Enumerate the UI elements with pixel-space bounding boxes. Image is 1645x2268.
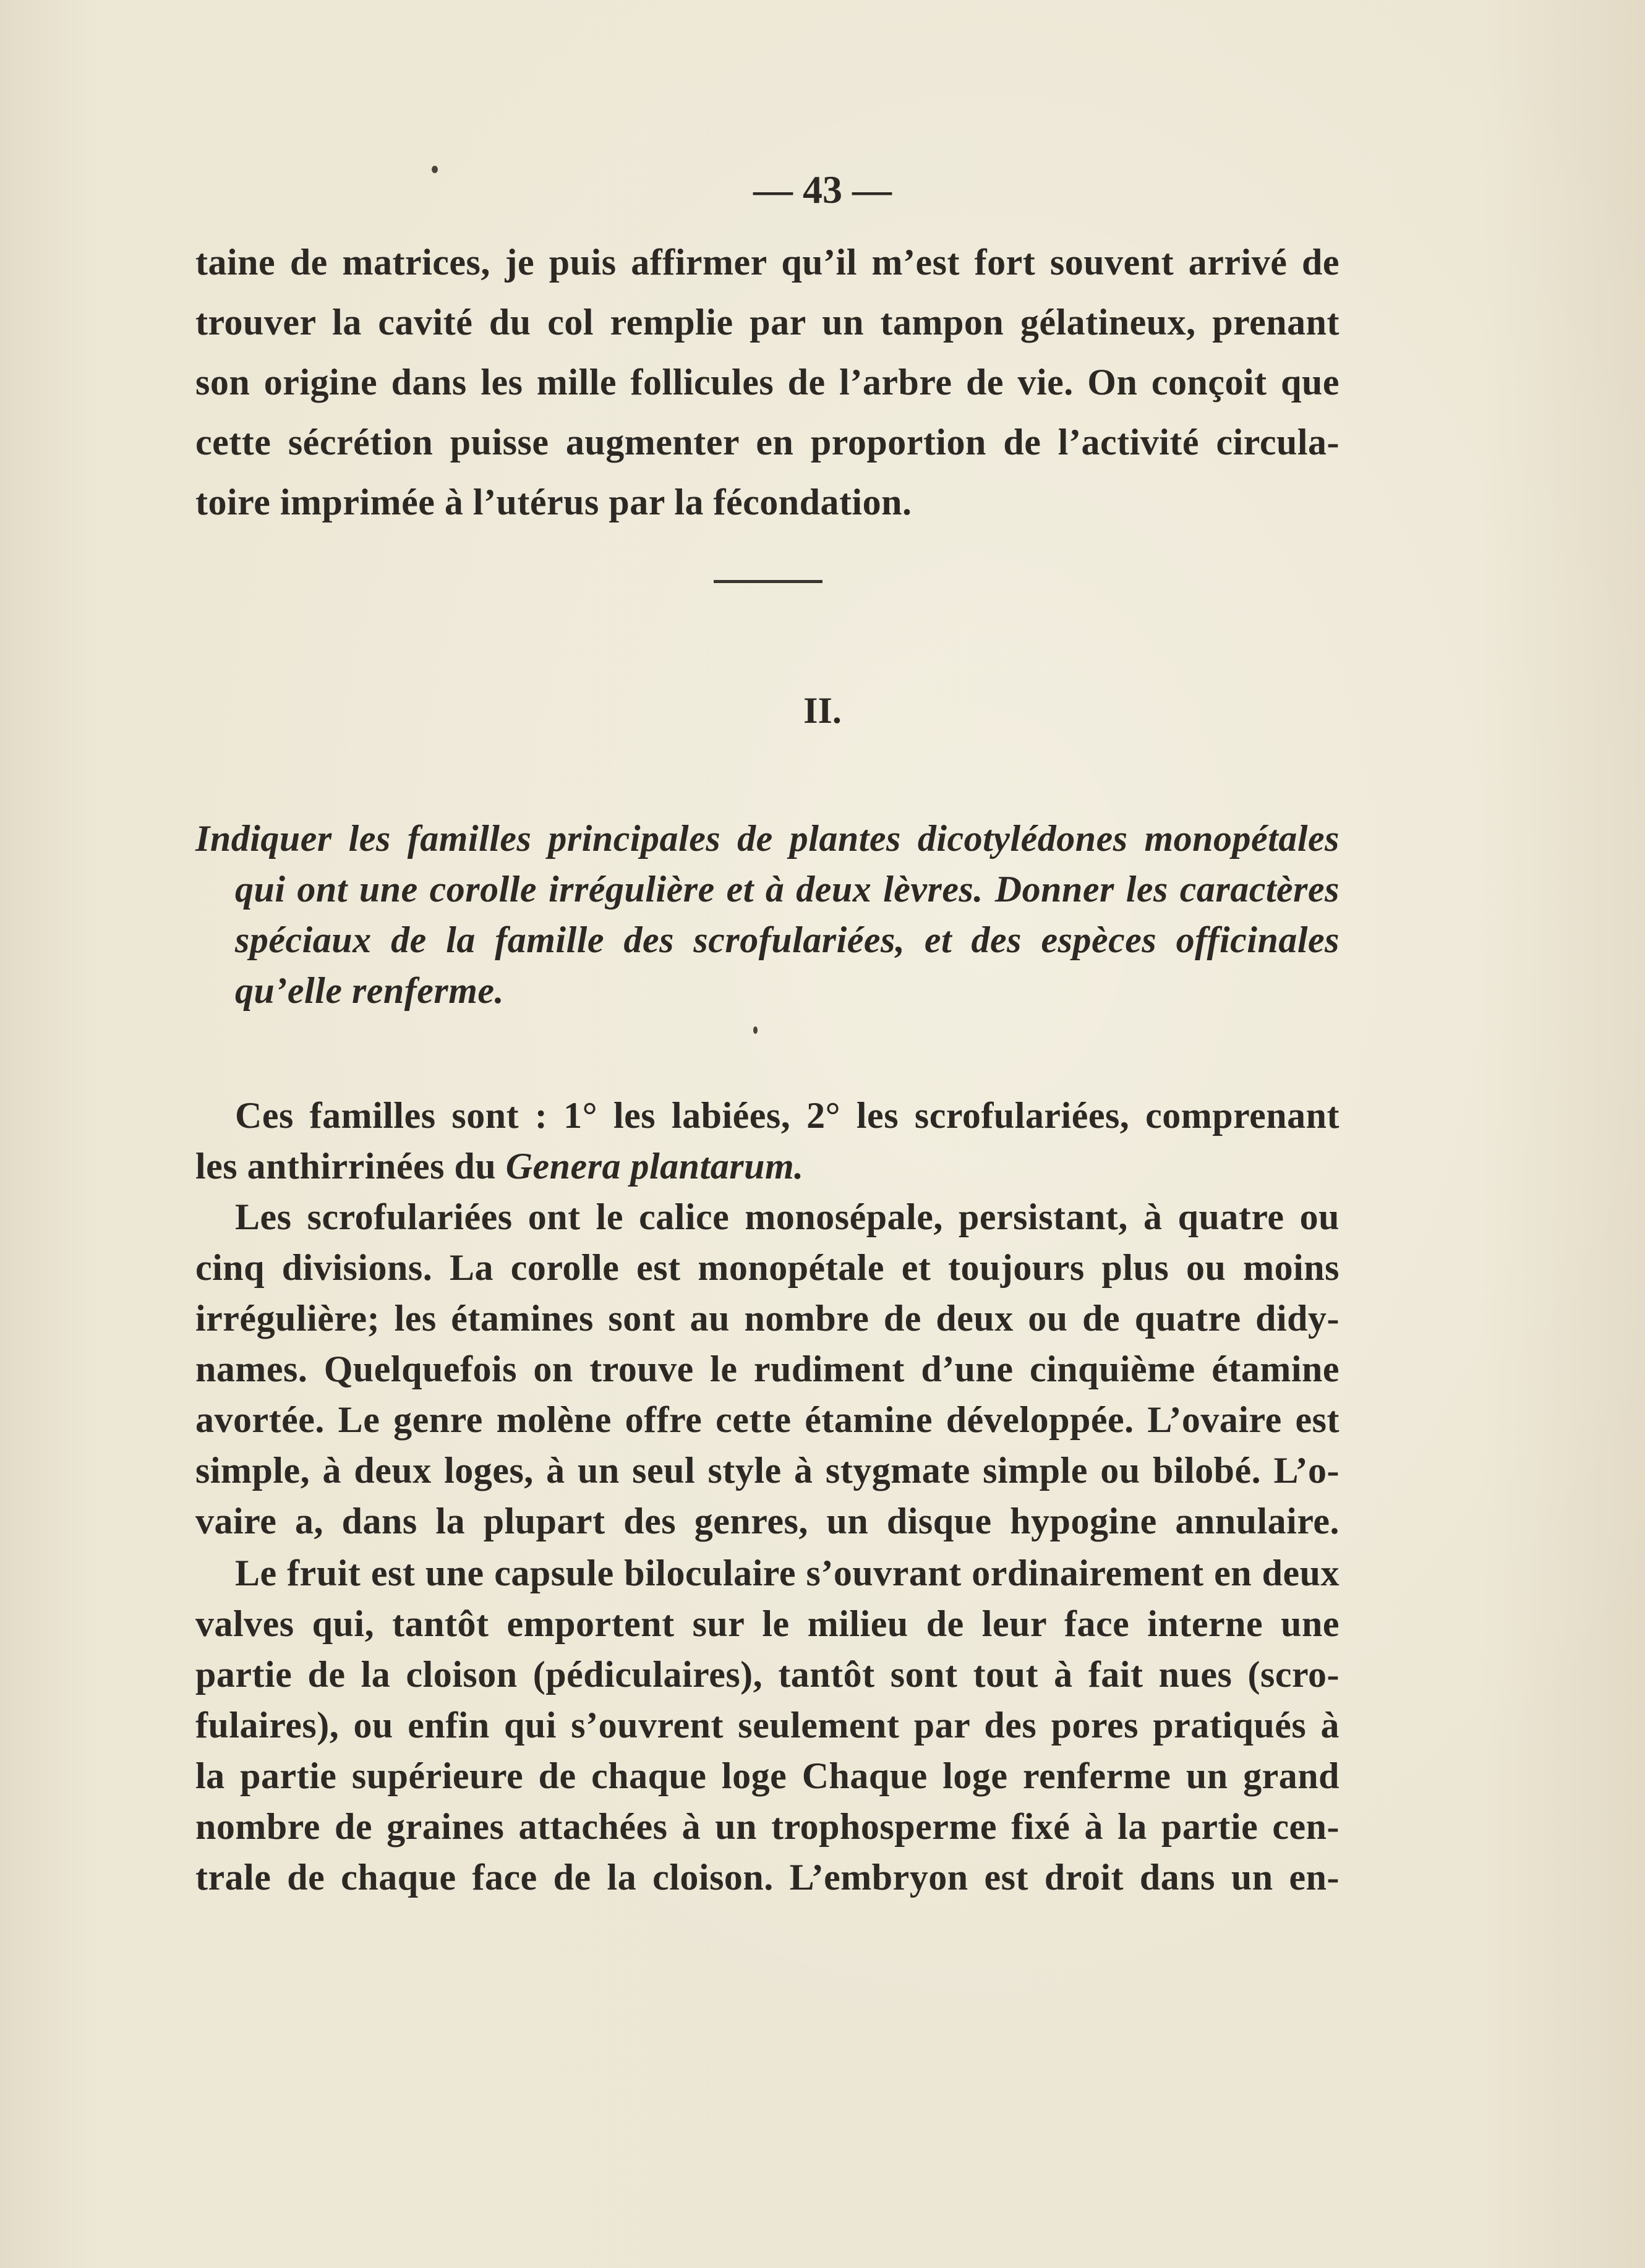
text-line: Ces familles sont : 1° les labiées, 2° les scrofulariées, comprenant xyxy=(235,1095,1340,1136)
italic-title: Genera plantarum. xyxy=(505,1146,804,1187)
text-line: names. Quelquefois on trouve le rudiment d’une cinquième étamine xyxy=(195,1349,1340,1389)
section-divider xyxy=(714,580,822,583)
text-line: nombre de graines attachées à un trophosperme fixé à la partie cen- xyxy=(195,1806,1340,1847)
text-line: fulaires), ou enfin qui s’ouvrent seulement par des pores pratiqués à xyxy=(195,1705,1340,1746)
text-line: trale de chaque face de la cloison. L’embryon est droit dans un en- xyxy=(195,1857,1340,1898)
text-line: cinq divisions. La corolle est monopétale et toujours plus ou moins xyxy=(195,1247,1340,1288)
text-span: les anthirrinées du xyxy=(195,1146,497,1187)
text-line: spéciaux de la famille des scrofulariées, et des espèces officinales xyxy=(235,919,1340,960)
ink-speck xyxy=(753,1026,758,1034)
text-line: valves qui, tantôt emportent sur le milieu de leur face interne une xyxy=(195,1603,1340,1644)
text-line: toire imprimée à l’utérus par la fécondation. xyxy=(195,482,912,522)
text-line: simple, à deux loges, à un seul style à stygmate simple ou bilobé. L’o- xyxy=(195,1450,1340,1491)
text-line: avortée. Le genre molène offre cette étamine développée. L’ovaire est xyxy=(195,1399,1340,1440)
text-line xyxy=(195,1145,1340,1188)
text-line: qui ont une corolle irrégulière et à deux lèvres. Donner les caractères xyxy=(235,869,1340,910)
text-line: cette sécrétion puisse augmenter en proportion de l’activité circula- xyxy=(195,422,1340,463)
text-line: partie de la cloison (pédiculaires), tantôt sont tout à fait nues (scro- xyxy=(195,1654,1340,1695)
text-line: la partie supérieure de chaque loge Chaque loge renferme un grand xyxy=(195,1755,1340,1796)
text-line: taine de matrices, je puis affirmer qu’il m’est fort souvent arrivé de xyxy=(195,242,1340,283)
page-number: — 43 — xyxy=(753,168,892,211)
text-line: son origine dans les mille follicules de l’arbre de vie. On conçoit que xyxy=(195,362,1340,403)
text-line: qu’elle renferme. xyxy=(235,970,505,1011)
text-line: Indiquer les familles principales de plantes dicotylédones monopétales xyxy=(195,818,1340,859)
text-line: trouver la cavité du col remplie par un tampon gélatineux, prenant xyxy=(195,302,1340,343)
text-line: vaire a, dans la plupart des genres, un disque hypogine annulaire. xyxy=(195,1501,1340,1541)
section-number: II. xyxy=(803,690,842,731)
text-line: Le fruit est une capsule biloculaire s’ouvrant ordinairement en deux xyxy=(235,1553,1340,1593)
text-line: Les scrofulariées ont le calice monosépale, persistant, à quatre ou xyxy=(235,1196,1340,1237)
text-line: irrégulière; les étamines sont au nombre de deux ou de quatre didy- xyxy=(195,1298,1340,1339)
